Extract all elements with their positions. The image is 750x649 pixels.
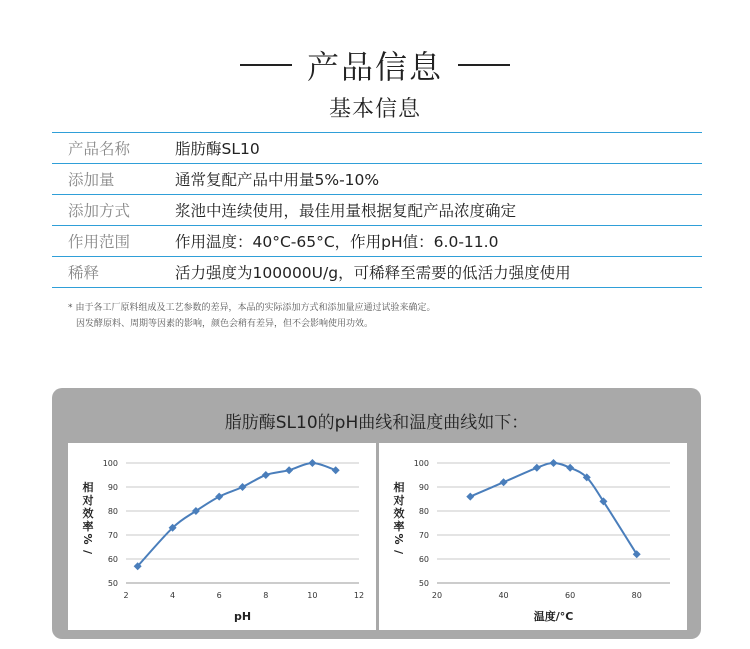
ph-chart-box <box>68 443 376 630</box>
temperature-chart-y-axis-label-char: 相 <box>393 481 405 494</box>
row-value: 通常复配产品中用量5%-10% <box>175 171 380 189</box>
page-title: 产品信息 <box>306 48 443 86</box>
temperature-chart <box>379 443 687 630</box>
ph-chart-x-tick-label: 10 <box>307 591 318 600</box>
temperature-chart-box <box>379 443 687 630</box>
ph-chart-data-point <box>308 459 316 467</box>
ph-chart <box>68 443 376 630</box>
temperature-chart-x-tick-label: 80 <box>631 591 642 600</box>
ph-chart-data-point <box>239 483 247 491</box>
temperature-chart-data-point <box>566 464 574 472</box>
temperature-chart-y-tick-label: 60 <box>418 555 429 564</box>
title-left-rule <box>240 64 292 66</box>
temperature-chart-y-axis-label-char: / <box>392 549 405 555</box>
footnotes <box>68 300 436 332</box>
temperature-chart-x-tick-label: 60 <box>565 591 576 600</box>
ph-chart-y-tick-label: 50 <box>107 579 118 588</box>
row-key: 添加量 <box>68 171 115 189</box>
temperature-chart-y-tick-label: 90 <box>418 483 429 492</box>
ph-chart-y-tick-label: 60 <box>107 555 118 564</box>
ph-chart-x-axis-label: pH <box>233 610 252 623</box>
ph-chart-y-tick-label: 90 <box>107 483 118 492</box>
ph-chart-y-axis-label-char: 相 <box>82 481 94 494</box>
temperature-chart-y-tick-label: 50 <box>418 579 429 588</box>
footnote-text-2: 因发酵原料、周期等因素的影响，颜色会稍有差异，但不会影响使用功效。 <box>76 319 374 329</box>
row-value: 浆池中连续使用，最佳用量根据复配产品浓度确定 <box>175 202 517 220</box>
footnote-line-2 <box>68 316 436 332</box>
charts-panel <box>52 388 701 639</box>
row-key: 产品名称 <box>68 140 131 158</box>
temperature-chart-data-point <box>550 459 558 467</box>
ph-chart-y-axis-label-char: 效 <box>82 507 94 520</box>
temperature-chart-x-tick-label: 40 <box>498 591 509 600</box>
info-table <box>52 132 702 288</box>
temperature-chart-y-axis-label-char: % <box>392 533 405 545</box>
temperature-chart-y-axis-label-char: 效 <box>393 507 405 520</box>
ph-chart-data-point <box>262 471 270 479</box>
table-row <box>52 133 702 164</box>
ph-chart-y-axis-label-char: 率 <box>82 520 94 533</box>
temperature-chart-y-tick-label: 70 <box>418 531 429 540</box>
ph-chart-data-point <box>285 466 293 474</box>
ph-chart-x-tick-label: 4 <box>170 591 176 600</box>
footnote-text-1: 由于各工厂原料组成及工艺参数的差异，本品的实际添加方式和添加量应通过试验来确定。 <box>75 303 436 313</box>
temperature-chart-y-tick-label: 100 <box>413 459 429 468</box>
ph-chart-x-tick-label: 2 <box>123 591 129 600</box>
row-key: 添加方式 <box>68 202 131 220</box>
ph-chart-y-axis-label-char: % <box>81 533 94 545</box>
charts-panel-title: 脂肪酶SL10的pH曲线和温度曲线如下： <box>224 413 529 433</box>
ph-chart-x-tick-label: 12 <box>353 591 365 600</box>
row-value: 作用温度：40°C-65°C，作用pH值：6.0-11.0 <box>175 233 499 251</box>
ph-chart-series-line <box>138 463 336 566</box>
row-key: 作用范围 <box>68 233 131 251</box>
ph-chart-x-tick-label: 8 <box>263 591 269 600</box>
row-value: 脂肪酶SL10 <box>175 140 260 158</box>
ph-chart-y-tick-label: 80 <box>107 507 118 516</box>
section-subtitle: 基本信息 <box>328 97 421 122</box>
table-row <box>52 195 702 226</box>
row-key: 稀释 <box>68 264 100 282</box>
ph-chart-y-axis-label-char: / <box>81 549 94 555</box>
title-row <box>0 42 750 88</box>
temperature-chart-y-axis-label-char: 对 <box>393 494 405 507</box>
ph-chart-data-point <box>215 493 223 501</box>
footnote-line-1 <box>68 300 436 316</box>
temperature-chart-data-point <box>500 478 508 486</box>
temperature-chart-x-axis-label: 温度/°C <box>533 610 574 623</box>
row-value: 活力强度为100000U/g，可稀释至需要的低活力强度使用 <box>175 264 571 282</box>
table-row <box>52 164 702 195</box>
ph-chart-y-tick-label: 70 <box>107 531 118 540</box>
table-row <box>52 257 702 288</box>
ph-chart-x-tick-label: 6 <box>216 591 222 600</box>
footnote-star: * <box>68 303 73 313</box>
ph-chart-y-axis-label-char: 对 <box>82 494 94 507</box>
temperature-chart-data-point <box>466 493 474 501</box>
ph-chart-data-point <box>332 466 340 474</box>
table-row <box>52 226 702 257</box>
temperature-chart-data-point <box>533 464 541 472</box>
title-right-rule <box>458 64 510 66</box>
temperature-chart-series-line <box>470 463 636 554</box>
ph-chart-y-tick-label: 100 <box>102 459 118 468</box>
temperature-chart-y-axis-label-char: 率 <box>393 520 405 533</box>
temperature-chart-y-tick-label: 80 <box>418 507 429 516</box>
temperature-chart-x-tick-label: 20 <box>431 591 443 600</box>
